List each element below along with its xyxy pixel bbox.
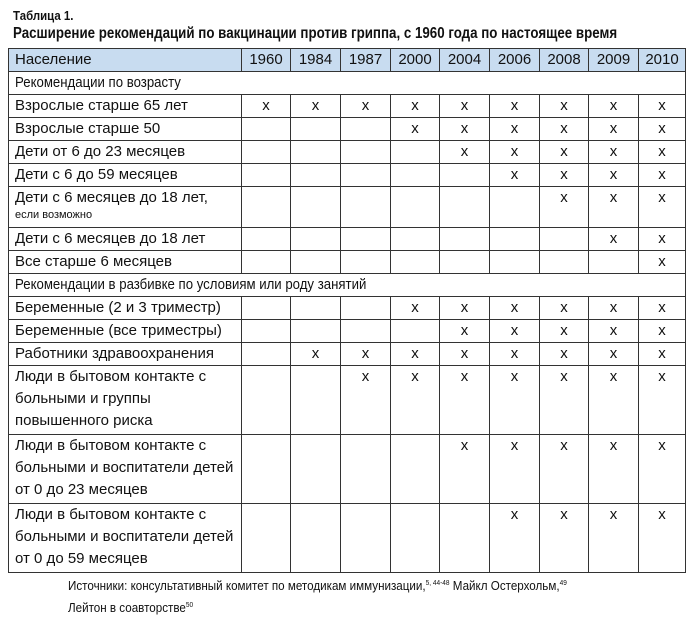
mark-cell	[341, 164, 391, 187]
mark-cell	[242, 95, 291, 118]
mark-cell	[540, 435, 589, 504]
mark-cell	[242, 366, 291, 435]
mark-cell	[242, 141, 291, 164]
mark-cell	[440, 251, 490, 274]
mark-cell	[490, 118, 540, 141]
x-mark: x	[658, 253, 666, 270]
x-mark: x	[658, 143, 666, 160]
mark-cell	[242, 343, 291, 366]
mark-cell	[440, 504, 490, 573]
mark-cell	[341, 320, 391, 343]
x-mark: x	[658, 322, 666, 339]
x-mark: x	[311, 345, 320, 362]
row-label	[9, 251, 242, 274]
x-mark: x	[609, 322, 618, 339]
mark-cell	[490, 141, 540, 164]
row-label	[9, 118, 242, 141]
x-mark: x	[658, 166, 666, 183]
mark-cell	[589, 320, 639, 343]
mark-cell	[341, 95, 391, 118]
x-mark: x	[460, 322, 469, 339]
mark-cell	[242, 297, 291, 320]
mark-cell	[391, 320, 440, 343]
mark-cell	[291, 343, 341, 366]
row-label	[9, 320, 242, 343]
x-mark: x	[460, 120, 469, 137]
mark-cell	[242, 320, 291, 343]
year-header: 2004	[440, 49, 490, 72]
section-heading	[9, 72, 686, 95]
mark-cell	[291, 228, 341, 251]
table-row	[9, 164, 686, 187]
mark-cell	[440, 164, 490, 187]
year-header: 2009	[589, 49, 639, 72]
year-header: 1960	[242, 49, 291, 72]
mark-cell	[341, 141, 391, 164]
row-label-line: Работники здравоохранения	[15, 345, 214, 362]
section-heading	[9, 274, 686, 297]
mark-cell	[440, 297, 490, 320]
mark-cell	[341, 435, 391, 504]
x-mark: x	[460, 97, 469, 114]
x-mark: x	[609, 299, 618, 316]
mark-cell	[341, 118, 391, 141]
mark-cell	[391, 141, 440, 164]
table-row	[9, 435, 686, 504]
row-label-line: больными и воспитатели детей	[15, 459, 234, 476]
vaccination-table	[8, 48, 686, 573]
x-mark: x	[658, 230, 666, 247]
x-mark: x	[609, 368, 618, 385]
row-label-line: повышенного риска	[15, 412, 153, 429]
table-row	[9, 297, 686, 320]
mark-cell	[291, 504, 341, 573]
mark-cell	[490, 320, 540, 343]
table-number: Таблица 1.	[13, 8, 74, 23]
x-mark: x	[510, 437, 519, 454]
x-mark: x	[609, 189, 618, 206]
row-label-line: Взрослые старше 65 лет	[15, 97, 188, 114]
x-mark: x	[361, 97, 370, 114]
row-label-line: больными и группы	[15, 390, 151, 407]
table-row	[9, 343, 686, 366]
x-mark: x	[560, 143, 568, 160]
mark-cell	[242, 164, 291, 187]
mark-cell	[341, 251, 391, 274]
section-heading-text: Рекомендации в разбивке по условиям или роду занятий	[15, 276, 367, 293]
table-row	[9, 187, 686, 228]
section-heading-text: Рекомендации по возрасту	[15, 74, 181, 91]
x-mark: x	[560, 437, 568, 454]
mark-cell	[639, 95, 686, 118]
x-mark: x	[411, 299, 419, 316]
mark-cell	[490, 343, 540, 366]
mark-cell	[589, 141, 639, 164]
mark-cell	[639, 164, 686, 187]
mark-cell	[440, 187, 490, 228]
mark-cell	[639, 320, 686, 343]
mark-cell	[291, 118, 341, 141]
x-mark: x	[510, 299, 519, 316]
mark-cell	[540, 251, 589, 274]
row-label	[9, 228, 242, 251]
header-row	[9, 49, 686, 72]
row-label	[9, 187, 242, 228]
row-label-line: Взрослые старше 50	[15, 120, 161, 137]
x-mark: x	[560, 299, 568, 316]
row-label-line: Беременные (все триместры)	[15, 322, 222, 339]
mark-cell	[589, 504, 639, 573]
row-label-line: Дети с 6 месяцев до 18 лет	[15, 230, 206, 247]
mark-cell	[639, 141, 686, 164]
mark-cell	[490, 297, 540, 320]
mark-cell	[540, 95, 589, 118]
mark-cell	[391, 366, 440, 435]
mark-cell	[540, 164, 589, 187]
mark-cell	[242, 118, 291, 141]
mark-cell	[242, 504, 291, 573]
mark-cell	[391, 164, 440, 187]
mark-cell	[440, 366, 490, 435]
mark-cell	[490, 435, 540, 504]
table-row	[9, 95, 686, 118]
mark-cell	[391, 435, 440, 504]
section-row	[9, 72, 686, 95]
mark-cell	[440, 343, 490, 366]
mark-cell	[440, 118, 490, 141]
mark-cell	[391, 187, 440, 228]
row-label-line: Люди в бытовом контакте с	[15, 437, 207, 454]
table-title: Расширение рекомендаций по вакцинации против гриппа, с 1960 года по настоящее время	[13, 25, 618, 42]
sources-note	[68, 574, 604, 618]
x-mark: x	[510, 120, 519, 137]
mark-cell	[341, 343, 391, 366]
mark-cell	[639, 251, 686, 274]
year-header: 2006	[490, 49, 540, 72]
mark-cell	[341, 366, 391, 435]
x-mark: x	[609, 120, 618, 137]
mark-cell	[639, 504, 686, 573]
mark-cell	[490, 504, 540, 573]
row-label-line: Люди в бытовом контакте с	[15, 506, 207, 523]
x-mark: x	[609, 230, 618, 247]
x-mark: x	[510, 506, 519, 523]
x-mark: x	[560, 189, 568, 206]
mark-cell	[490, 95, 540, 118]
sources-line-2: Лейтон в соавторстве$^{50}$	[68, 601, 194, 616]
row-note: если возможно	[15, 209, 93, 221]
mark-cell	[341, 504, 391, 573]
x-mark: x	[361, 345, 370, 362]
mark-cell	[490, 251, 540, 274]
x-mark: x	[411, 120, 419, 137]
x-mark: x	[658, 97, 666, 114]
x-mark: x	[560, 97, 568, 114]
year-header: 1984	[291, 49, 341, 72]
section-row	[9, 274, 686, 297]
row-label	[9, 366, 242, 435]
mark-cell	[540, 320, 589, 343]
table-row	[9, 228, 686, 251]
mark-cell	[639, 228, 686, 251]
x-mark: x	[560, 120, 568, 137]
x-mark: x	[411, 345, 419, 362]
mark-cell	[490, 164, 540, 187]
x-mark: x	[658, 437, 666, 454]
mark-cell	[440, 95, 490, 118]
mark-cell	[440, 320, 490, 343]
mark-cell	[291, 141, 341, 164]
mark-cell	[639, 297, 686, 320]
x-mark: x	[262, 97, 270, 114]
mark-cell	[589, 118, 639, 141]
x-mark: x	[658, 368, 666, 385]
x-mark: x	[658, 345, 666, 362]
mark-cell	[589, 297, 639, 320]
x-mark: x	[460, 143, 469, 160]
mark-cell	[291, 297, 341, 320]
row-label-line: Все старше 6 месяцев	[15, 253, 172, 270]
row-label-line: больными и воспитатели детей	[15, 528, 234, 545]
x-mark: x	[560, 345, 568, 362]
mark-cell	[639, 366, 686, 435]
mark-cell	[291, 164, 341, 187]
mark-cell	[589, 366, 639, 435]
mark-cell	[341, 187, 391, 228]
mark-cell	[341, 228, 391, 251]
mark-cell	[391, 504, 440, 573]
x-mark: x	[460, 368, 469, 385]
mark-cell	[391, 251, 440, 274]
x-mark: x	[658, 506, 666, 523]
mark-cell	[540, 504, 589, 573]
mark-cell	[589, 343, 639, 366]
x-mark: x	[361, 368, 370, 385]
x-mark: x	[560, 368, 568, 385]
year-header: 2008	[540, 49, 589, 72]
mark-cell	[589, 228, 639, 251]
x-mark: x	[609, 97, 618, 114]
mark-cell	[490, 366, 540, 435]
mark-cell	[242, 435, 291, 504]
x-mark: x	[510, 368, 519, 385]
mark-cell	[490, 187, 540, 228]
row-label-line: от 0 до 23 месяцев	[15, 481, 148, 498]
mark-cell	[639, 187, 686, 228]
row-label-line: Люди в бытовом контакте с	[15, 368, 207, 385]
row-label-line: Беременные (2 и 3 триместр)	[15, 299, 221, 316]
mark-cell	[440, 228, 490, 251]
x-mark: x	[609, 166, 618, 183]
mark-cell	[589, 251, 639, 274]
mark-cell	[291, 251, 341, 274]
x-mark: x	[411, 97, 419, 114]
x-mark: x	[560, 166, 568, 183]
row-label-line: от 0 до 59 месяцев	[15, 550, 148, 567]
table-row	[9, 118, 686, 141]
x-mark: x	[609, 506, 618, 523]
mark-cell	[291, 320, 341, 343]
table-row	[9, 320, 686, 343]
row-label-line: Дети с 6 месяцев до 18 лет,	[15, 189, 208, 206]
year-header: 2010	[639, 49, 686, 72]
mark-cell	[639, 435, 686, 504]
mark-cell	[589, 187, 639, 228]
row-label	[9, 141, 242, 164]
x-mark: x	[560, 506, 568, 523]
x-mark: x	[460, 345, 469, 362]
mark-cell	[540, 141, 589, 164]
mark-cell	[589, 164, 639, 187]
mark-cell	[540, 187, 589, 228]
sources-line-1: Источники: консультативный комитет по методикам иммунизации,$^{5, 44-48}$ Майкл Остерхольм,$^{49}$	[68, 579, 567, 594]
mark-cell	[242, 228, 291, 251]
mark-cell	[291, 435, 341, 504]
x-mark: x	[658, 189, 666, 206]
mark-cell	[341, 297, 391, 320]
row-label-line: Дети с 6 до 59 месяцев	[15, 166, 178, 183]
x-mark: x	[510, 143, 519, 160]
x-mark: x	[311, 97, 320, 114]
mark-cell	[540, 297, 589, 320]
mark-cell	[391, 95, 440, 118]
mark-cell	[291, 187, 341, 228]
year-header: 1987	[341, 49, 391, 72]
table-row	[9, 141, 686, 164]
mark-cell	[391, 343, 440, 366]
row-label-line: Дети от 6 до 23 месяцев	[15, 143, 186, 160]
mark-cell	[490, 228, 540, 251]
row-label	[9, 95, 242, 118]
mark-cell	[639, 118, 686, 141]
x-mark: x	[460, 299, 469, 316]
table-row	[9, 366, 686, 435]
mark-cell	[291, 95, 341, 118]
mark-cell	[540, 228, 589, 251]
x-mark: x	[609, 345, 618, 362]
mark-cell	[242, 187, 291, 228]
mark-cell	[589, 95, 639, 118]
mark-cell	[291, 366, 341, 435]
row-label	[9, 435, 242, 504]
table-caption	[8, 6, 683, 44]
x-mark: x	[658, 299, 666, 316]
table-row	[9, 504, 686, 573]
x-mark: x	[560, 322, 568, 339]
x-mark: x	[510, 166, 519, 183]
x-mark: x	[609, 437, 618, 454]
row-label	[9, 343, 242, 366]
x-mark: x	[510, 97, 519, 114]
x-mark: x	[609, 143, 618, 160]
x-mark: x	[510, 345, 519, 362]
table-row	[9, 251, 686, 274]
x-mark: x	[658, 120, 666, 137]
year-header: 2000	[391, 49, 440, 72]
mark-cell	[391, 297, 440, 320]
population-header: Население	[9, 49, 242, 72]
mark-cell	[242, 251, 291, 274]
x-mark: x	[460, 437, 469, 454]
row-label	[9, 504, 242, 573]
mark-cell	[440, 435, 490, 504]
x-mark: x	[411, 368, 419, 385]
x-mark: x	[510, 322, 519, 339]
mark-cell	[440, 141, 490, 164]
mark-cell	[391, 228, 440, 251]
row-label	[9, 297, 242, 320]
mark-cell	[639, 343, 686, 366]
mark-cell	[540, 118, 589, 141]
mark-cell	[540, 343, 589, 366]
mark-cell	[589, 435, 639, 504]
row-label	[9, 164, 242, 187]
mark-cell	[391, 118, 440, 141]
mark-cell	[540, 366, 589, 435]
